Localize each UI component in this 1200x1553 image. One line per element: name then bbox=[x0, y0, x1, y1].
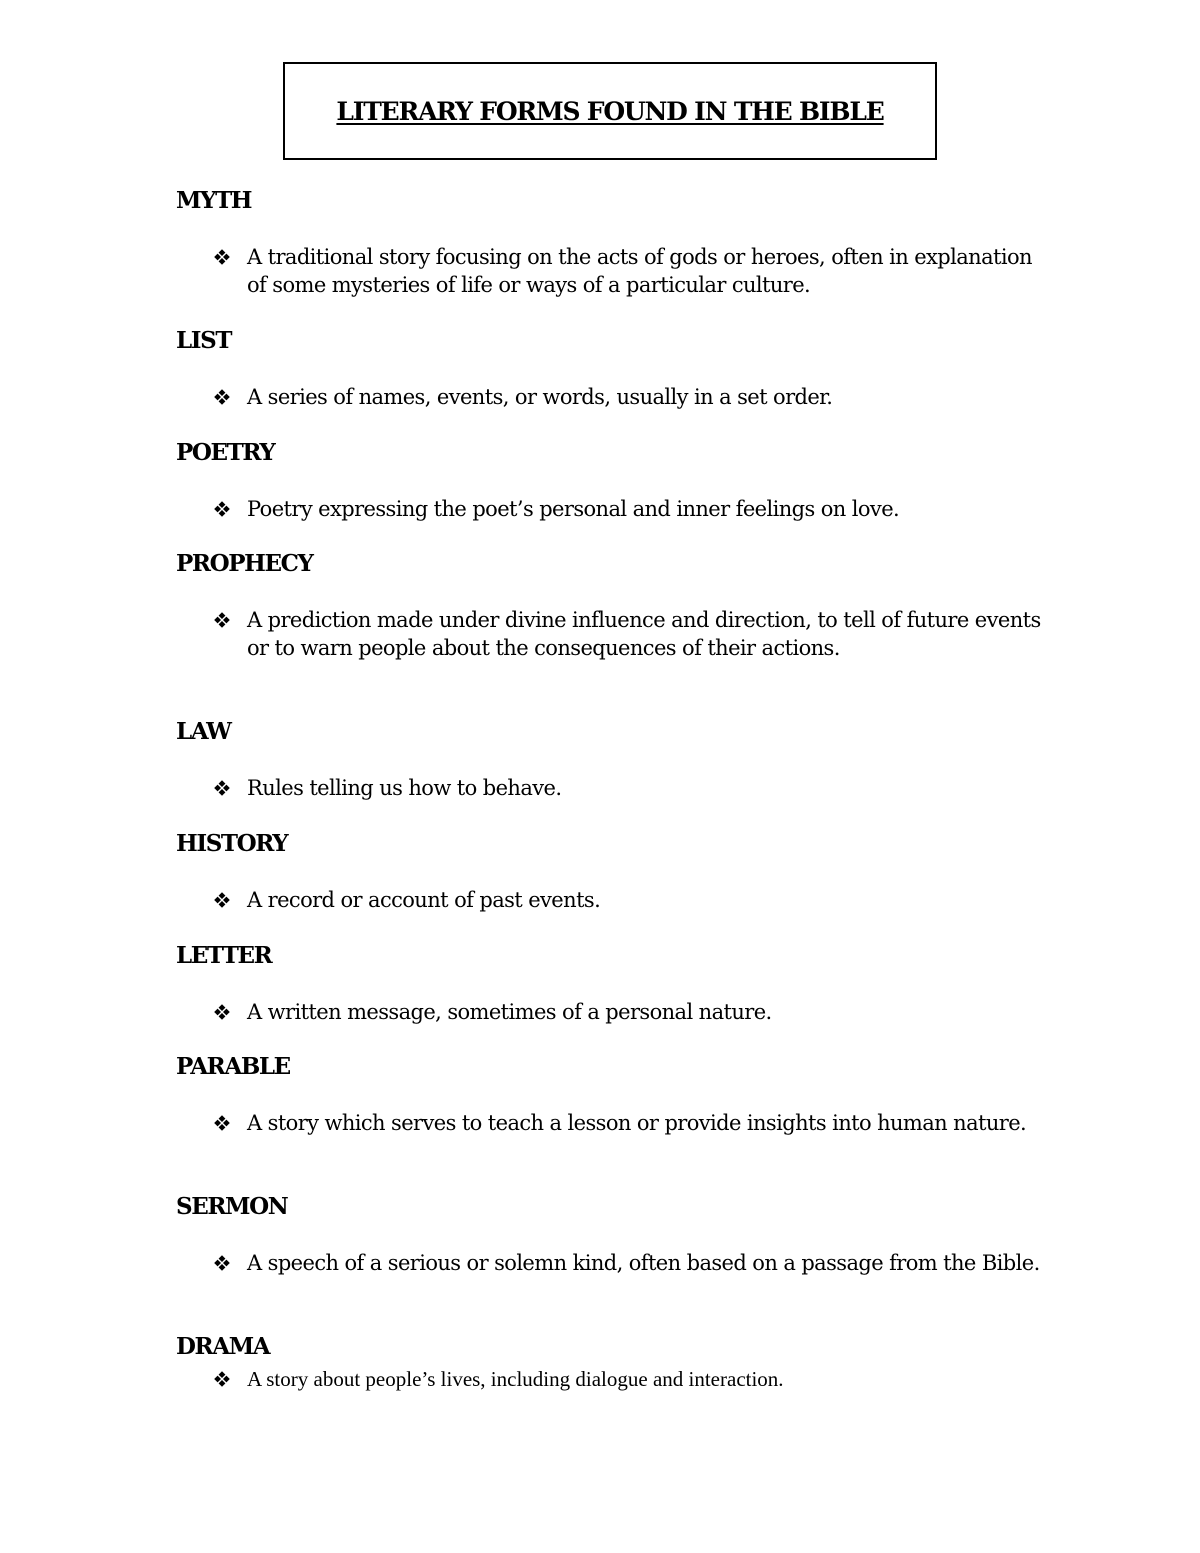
four-diamond-bullet-icon bbox=[212, 383, 232, 411]
definition-text: A series of names, events, or words, usually in a set order. bbox=[247, 385, 833, 409]
section-heading: LAW bbox=[176, 718, 231, 745]
four-diamond-bullet-icon bbox=[212, 243, 232, 271]
list-item bbox=[176, 1365, 1056, 1393]
section-heading: DRAMA bbox=[176, 1333, 270, 1360]
list-item bbox=[176, 886, 1056, 914]
section-heading: LETTER bbox=[176, 942, 272, 969]
four-diamond-bullet-icon bbox=[212, 495, 232, 523]
section-heading: SERMON bbox=[176, 1193, 288, 1220]
definition-text: Rules telling us how to behave. bbox=[247, 776, 562, 800]
four-diamond-bullet-icon bbox=[212, 606, 232, 634]
definition-text: A record or account of past events. bbox=[247, 888, 601, 912]
section-heading: PARABLE bbox=[176, 1053, 290, 1080]
section-poetry bbox=[176, 439, 1056, 523]
definition-text: A speech of a serious or solemn kind, often based on a passage from the Bible. bbox=[247, 1251, 1040, 1275]
section-prophecy bbox=[176, 550, 1056, 662]
section-history bbox=[176, 830, 1056, 914]
four-diamond-bullet-icon bbox=[212, 886, 232, 914]
section-heading: MYTH bbox=[176, 187, 252, 214]
section-heading: LIST bbox=[176, 327, 232, 354]
four-diamond-bullet-icon bbox=[212, 1109, 232, 1137]
four-diamond-bullet-icon bbox=[212, 1365, 232, 1393]
section-sermon bbox=[176, 1193, 1056, 1277]
list-item bbox=[176, 243, 1056, 299]
section-letter bbox=[176, 942, 1056, 1026]
section-heading: HISTORY bbox=[176, 830, 288, 857]
title-box bbox=[283, 62, 937, 160]
list-item bbox=[176, 1249, 1056, 1277]
section-myth bbox=[176, 187, 1056, 299]
definition-text: A story about people’s lives, including dialogue and interaction. bbox=[247, 1367, 784, 1391]
list-item bbox=[176, 774, 1056, 802]
definition-text: A written message, sometimes of a personal nature. bbox=[247, 1000, 772, 1024]
list-item bbox=[176, 495, 1056, 523]
definition-text: A story which serves to teach a lesson or provide insights into human nature. bbox=[247, 1111, 1027, 1135]
four-diamond-bullet-icon bbox=[212, 998, 232, 1026]
section-heading: POETRY bbox=[176, 439, 275, 466]
section-heading: PROPHECY bbox=[176, 550, 313, 577]
list-item bbox=[176, 383, 1056, 411]
definition-text: Poetry expressing the poet’s personal and inner feelings on love. bbox=[247, 497, 900, 521]
definition-text: A traditional story focusing on the acts of gods or heroes, often in explanation of some mysteries of life or ways of a particular culture. bbox=[247, 245, 1032, 297]
list-item bbox=[176, 998, 1056, 1026]
section-law bbox=[176, 718, 1056, 802]
page-title: LITERARY FORMS FOUND IN THE BIBLE bbox=[336, 96, 884, 126]
section-list bbox=[176, 327, 1056, 411]
four-diamond-bullet-icon bbox=[212, 774, 232, 802]
list-item bbox=[176, 1109, 1056, 1137]
four-diamond-bullet-icon bbox=[212, 1249, 232, 1277]
section-parable bbox=[176, 1053, 1056, 1137]
section-drama bbox=[176, 1333, 1056, 1393]
list-item bbox=[176, 606, 1056, 662]
definition-text: A prediction made under divine influence and direction, to tell of future events or to warn people about the consequences of their actions. bbox=[247, 608, 1041, 660]
